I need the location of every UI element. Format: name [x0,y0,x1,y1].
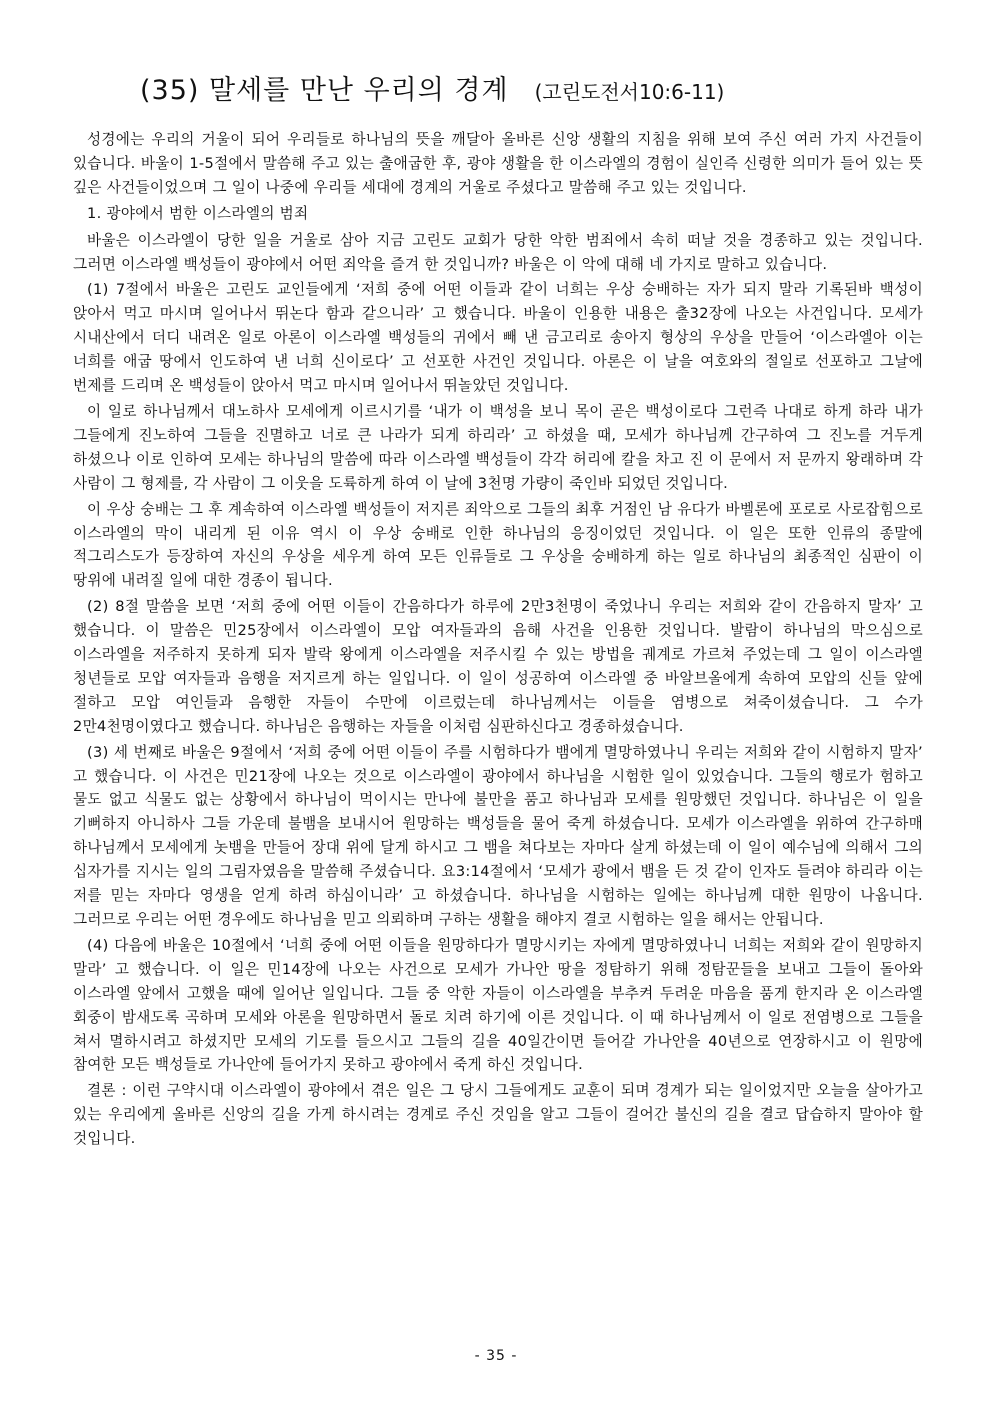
point-2-paragraph: (2) 8절 말씀을 보면 ‘저희 중에 어떤 이들이 간음하다가 하루에 2만3천명이 죽었나니 우리는 저희와 같이 간음하지 말자’ 고 했습니다. 이 말씀은 민25장에서 이스라엘이 모압 여자들과의 음해 사건을 인용한 것입니다. 발람이 하나님의 막으심으로 이스라엘을 저주하지 못하게 되자 발락 왕에게 이스라엘을 저주시킬 수 있는 방법을 궤계로 가르쳐 주었는데 그 일이 이스라엘 청년들로 모압 여자들과 음행을 저지르게 하는 일입니다. 이 일이 성공하여 이스라엘 중 바알브올에게 속하여 모압의 신들 앞에 절하고 모압 여인들과 음행한 자들이 수만에 이르렀는데 하나님께서는 이들을 염병으로 쳐죽이셨습니다. 그 수가 2만4천명이였다고 했습니다. 하나님은 음행하는 자들을 이처럼 심판하신다고 경종하셨습니다. [73,598,923,735]
point-1-paragraph: (1) 7절에서 바울은 고린도 교인들에게 ‘저희 중에 어떤 이들과 같이 너희는 우상 숭배하는 자가 되지 말라 기록된바 백성이 앉아서 먹고 마시며 일어나서 뛰논다 함과 같으니라’ 고 했습니다. 바울이 인용한 내용은 출32장에 나오는 사건입니다. 모세가 시내산에서 더디 내려온 일로 아론이 이스라엘 백성들의 귀에서 빼 낸 금고리로 송아지 형상의 우상을 만들어 ‘이스라엘아 이는 너희를 애굽 땅에서 인도하여 낸 너희 신이로다’ 고 선포한 사건인 것입니다. 아론은 이 날을 여호와의 절일로 선포하고 그날에 번제를 드리며 온 백성들이 앉아서 먹고 마시며 일어나서 뛰놀았던 것입니다. [73,281,923,395]
conclusion-paragraph: 결론 : 이런 구약시대 이스라엘이 광야에서 겪은 일은 그 당시 그들에게도 교훈이 되며 경계가 되는 일이었지만 오늘을 살아가고 있는 우리에게 올바른 신앙의 길을 가게 하시려는 경계로 주신 것임을 알고 그들이 걸어간 불신의 길을 결코 답습하지 말아야 할 것입니다. [73,1082,923,1148]
section-heading: 1. 광야에서 범한 이스라엘의 범죄 [87,204,309,222]
point-1-conclusion-paragraph: 이 우상 숭배는 그 후 계속하여 이스라엘 백성들이 저지른 죄악으로 그들의 최후 거점인 남 유다가 바벨론에 포로로 사로잡힘으로 이스라엘의 막이 내리게 된 이유 역시 이 우상 숭배로 인한 하나님의 응징이었던 것입니다. 이 일은 또한 인류의 종말에 적그리스도가 등장하여 자신의 우상을 세우게 하여 모든 인류들로 그 우상을 숭배하게 하는 일로 하나님의 최종적인 심판이 이 땅위에 내려질 일에 대한 경종이 됩니다. [73,500,923,590]
scripture-reference: (고린도전서10:6-11) [534,80,725,104]
intro-paragraph: 성경에는 우리의 거울이 되어 우리들로 하나님의 뜻을 깨달아 올바른 신앙 생활의 지침을 위해 보여 주신 여러 가지 사건들이 있습니다. 바울이 1-5절에서 말씀해 주고 있는 출애굽한 후, 광야 생활을 한 이스라엘의 경험이 실인즉 신령한 의미가 들어 있는 뜻 깊은 사건들이었으며 그 일이 나중에 우리들 세대에 경계의 거울로 주셨다고 말씀해 주고 있는 것입니다. [73,131,923,196]
page-title: (35) 말세를 만난 우리의 경계 [140,75,509,106]
title-row [140,68,900,108]
document-body [73,128,923,1153]
point-4-paragraph: (4) 다음에 바울은 10절에서 ‘너희 중에 어떤 이들을 원망하다가 멸망시키는 자에게 멸망하였나니 너희는 저희와 같이 원망하지 말라’ 고 했습니다. 이 일은 민14장에 나오는 사건으로 모세가 가나안 땅을 정탐하기 위해 정탐꾼들을 보내고 그들이 돌아와 이스라엘 앞에서 고했을 때에 일어난 일입니다. 그들 중 악한 자들이 이스라엘을 부추켜 두려운 마음을 품게 한지라 온 이스라엘 회중이 밤새도록 곡하며 모세와 아론을 원망하면서 돌로 치려 하기에 이른 것입니다. 이 때 하나님께서 이 일로 전염병으로 그들을 쳐서 멸하시려고 하셨지만 모세의 기도를 들으시고 그들의 길을 40일간이면 들어갈 가나안을 40년으로 연장하시고 이 원망에 참여한 모든 백성들로 가나안에 들어가지 못하고 광야에서 죽게 하신 것입니다. [73,936,923,1074]
section-intro-paragraph: 바울은 이스라엘이 당한 일을 거울로 삼아 지금 고린도 교회가 당한 악한 범죄에서 속히 떠날 것을 경종하고 있는 것입니다. 그러면 이스라엘 백성들이 광야에서 어떤 죄악을 즐겨 한 것입니까? 바울은 이 악에 대해 네 가지로 말하고 있습니다. [73,231,923,273]
point-1-continuation-paragraph: 이 일로 하나님께서 대노하사 모세에게 이르시기를 ‘내가 이 백성을 보니 목이 곧은 백성이로다 그런즉 나대로 하게 하라 내가 그들에게 진노하여 그들을 진멸하고 너로 큰 나라가 되게 하리라’ 고 하셨을 때, 모세가 하나님께 간구하여 그 진노를 거두게 하셨으나 이로 인하여 모세는 하나님의 말씀에 따라 이스라엘 백성들이 각각 허리에 칼을 차고 진 이 문에서 저 문까지 왕래하며 각 사람이 그 형제를, 각 사람이 그 이웃을 도륙하게 하여 이 날에 3천명 가량이 죽인바 되었던 것입니다. [73,402,923,492]
page-number: - 35 - [474,1348,518,1364]
point-3-paragraph: (3) 세 번째로 바울은 9절에서 ‘저희 중에 어떤 이들이 주를 시험하다가 뱀에게 멸망하였나니 우리는 저희와 같이 시험하지 말자’ 고 했습니다. 이 사건은 민21장에 나오는 것으로 이스라엘이 광야에서 하나님을 시험한 일이 있었습니다. 그들의 행로가 험하고 물도 없고 식물도 없는 상황에서 하나님이 먹이시는 만나에 불만을 품고 하나님과 모세를 원망했던 것입니다. 하나님은 이 일을 기뻐하지 아니하사 그들 가운데 불뱀을 보내시어 원망하는 백성들을 물어 죽게 하셨습니다. 모세가 이스라엘을 위하여 간구하매 하나님께서 모세에게 놋뱀을 만들어 장대 위에 달게 하시고 그 뱀을 쳐다보는 자마다 살게 하셨는데 이 일이 예수님에 의해서 그의 십자가를 지시는 일의 그림자였음을 말씀해 주셨습니다. 요3:14절에서 ‘모세가 광에서 뱀을 든 것 같이 인자도 들려야 하리라 이는 저를 믿는 자마다 영생을 얻게 하려 하심이니라’ 고 하셨습니다. 하나님을 시험하는 일에는 하나님께 대한 원망이 나옵니다. 그러므로 우리는 어떤 경우에도 하나님을 믿고 의뢰하며 구하는 생활을 해야지 결코 시험하는 일을 해서는 안됩니다. [73,743,924,928]
